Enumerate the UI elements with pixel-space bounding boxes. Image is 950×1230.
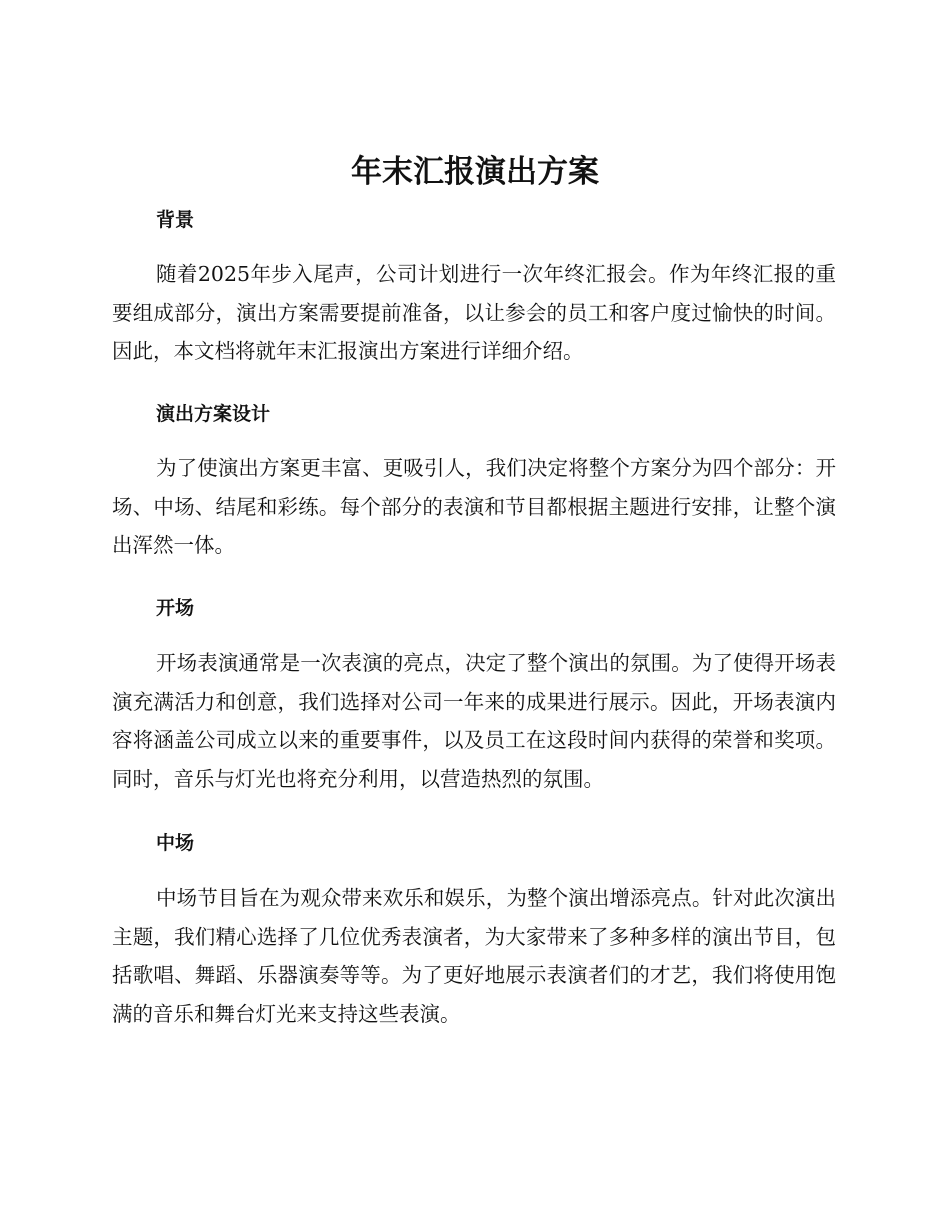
section-heading-background: 背景 — [156, 209, 195, 231]
section-heading-intermission: 中场 — [156, 832, 195, 854]
section-paragraph-design: 为了使演出方案更丰富、更吸引人，我们决定将整个方案分为四个部分：开场、中场、结尾和彩练。每个部分的表演和节目都根据主题进行安排，让整个演出浑然一体。 — [112, 456, 836, 557]
section-paragraph-background: 随着2025年步入尾声，公司计划进行一次年终汇报会。作为年终汇报的重要组成部分，演出方案需要提前准备，以让参会的员工和客户度过愉快的时间。因此，本文档将就年末汇报演出方案进行详细介绍。 — [112, 262, 836, 363]
section-paragraph-intermission: 中场节目旨在为观众带来欢乐和娱乐，为整个演出增添亮点。针对此次演出主题，我们精心选择了几位优秀表演者，为大家带来了多种多样的演出节目，包括歌唱、舞蹈、乐器演奏等等。为了更好地展示表演者们的才艺，我们将使用饱满的音乐和舞台灯光来支持这些表演。 — [112, 886, 836, 1026]
section-heading-design: 演出方案设计 — [156, 403, 271, 425]
document-title: 年末汇报演出方案 — [351, 154, 599, 190]
section-paragraph-opening: 开场表演通常是一次表演的亮点，决定了整个演出的氛围。为了使得开场表演充满活力和创意，我们选择对公司一年来的成果进行展示。因此，开场表演内容将涵盖公司成立以来的重要事件，以及员工在这段时间内获得的荣誉和奖项。同时，音乐与灯光也将充分利用，以营造热烈的氛围。 — [112, 651, 836, 791]
section-heading-opening: 开场 — [156, 597, 195, 619]
